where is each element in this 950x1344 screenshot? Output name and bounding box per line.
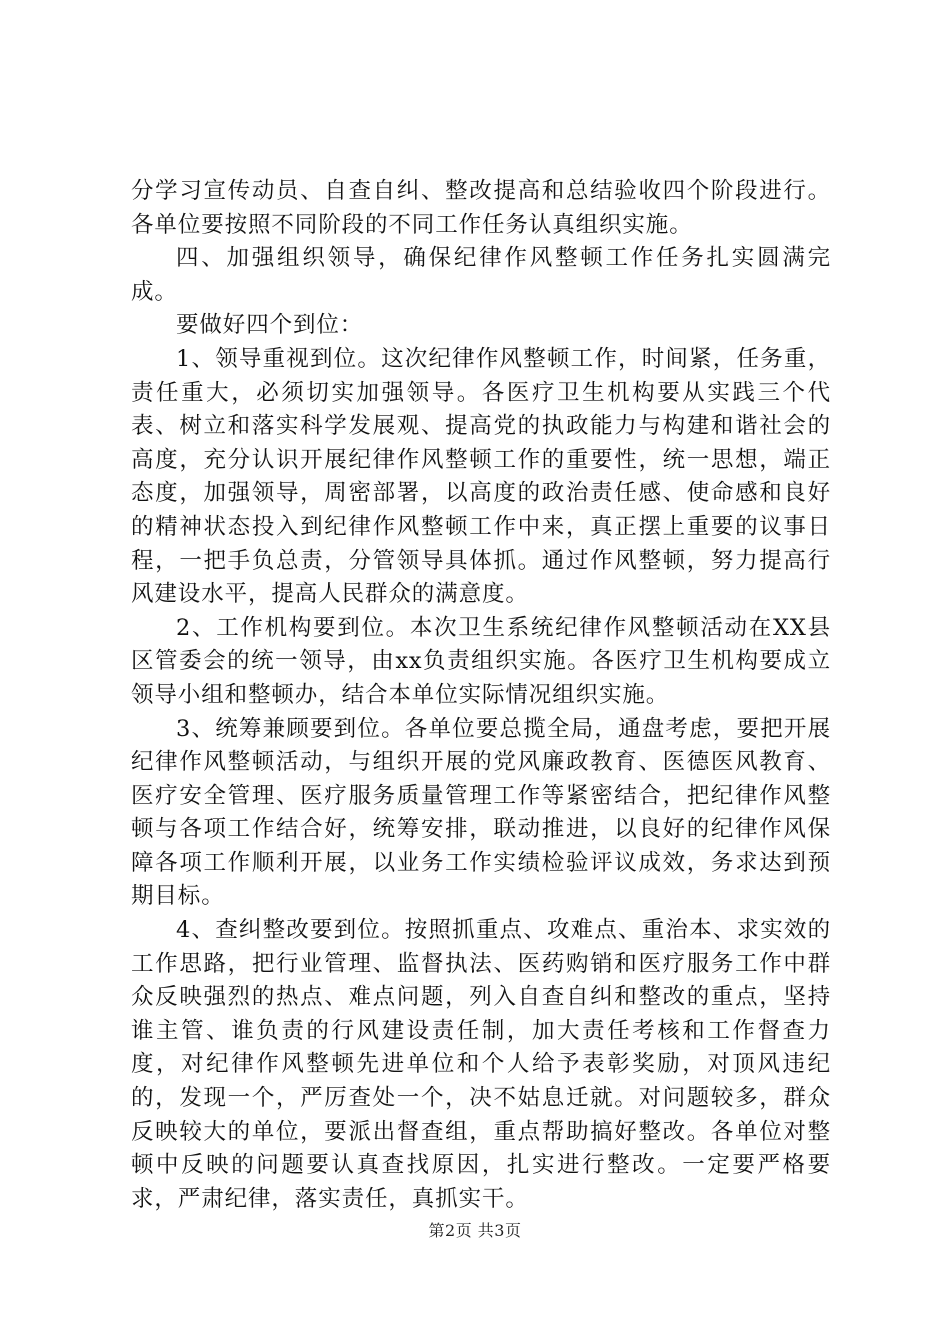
paragraph-item-3: 3、统筹兼顾要到位。各单位要总揽全局，通盘考虑，要把开展纪律作风整顿活动，与组织开展的党风廉政教育、医德医风教育、医疗安全管理、医疗服务质量管理工作等紧密结合，把纪律作风整顿与各项工作结合好，统筹安排，联动推进，以良好的纪律作风保障各项工作顺利开展，以业务工作实绩检验评议成效，务求达到预期目标。 [131, 715, 831, 910]
paragraph-item-2: 2、工作机构要到位。本次卫生系统纪律作风整顿活动在XX县区管委会的统一领导，由xx负责组织实施。各医疗卫生机构要成立领导小组和整顿办，结合本单位实际情况组织实施。 [131, 614, 831, 708]
paragraph-item-4: 4、查纠整改要到位。按照抓重点、攻难点、重治本、求实效的工作思路，把行业管理、监督执法、医药购销和医疗服务工作中群众反映强烈的热点、难点问题，列入自查自纠和整改的重点，坚持谁主管、谁负责的行风建设责任制，加大责任考核和工作督查力度，对纪律作风整顿先进单位和个人给予表彰奖励，对顶风违纪的，发现一个，严厉查处一个，决不姑息迁就。对问题较多，群众反映较大的单位，要派出督查组，重点帮助搞好整改。各单位对整顿中反映的问题要认真查找原因，扎实进行整改。一定要严格要求，严肃纪律，落实责任，真抓实干。 [131, 917, 831, 1212]
document-body [131, 175, 831, 1216]
page-number-label: 第2页 共3页 [428, 1221, 522, 1240]
paragraph-item-1: 1、领导重视到位。这次纪律作风整顿工作，时间紧，任务重，责任重大，必须切实加强领导。各医疗卫生机构要从实践三个代表、树立和落实科学发展观、提高党的执政能力与构建和谐社会的高度，充分认识开展纪律作风整顿工作的重要性，统一思想，端正态度，加强领导，周密部署，以高度的政治责任感、使命感和良好的精神状态投入到纪律作风整顿工作中来，真正摆上重要的议事日程，一把手负总责，分管领导具体抓。通过作风整顿，努力提高行风建设水平，提高人民群众的满意度。 [131, 345, 831, 608]
paragraph-continuation: 分学习宣传动员、自查自纠、整改提高和总结验收四个阶段进行。各单位要按照不同阶段的不同工作任务认真组织实施。 [131, 178, 831, 238]
paragraph-four-requirements-intro: 要做好四个到位： [176, 312, 364, 339]
paragraph-section-four-heading: 四、加强组织领导，确保纪律作风整顿工作任务扎实圆满完成。 [131, 245, 831, 305]
page-footer [0, 1218, 950, 1241]
